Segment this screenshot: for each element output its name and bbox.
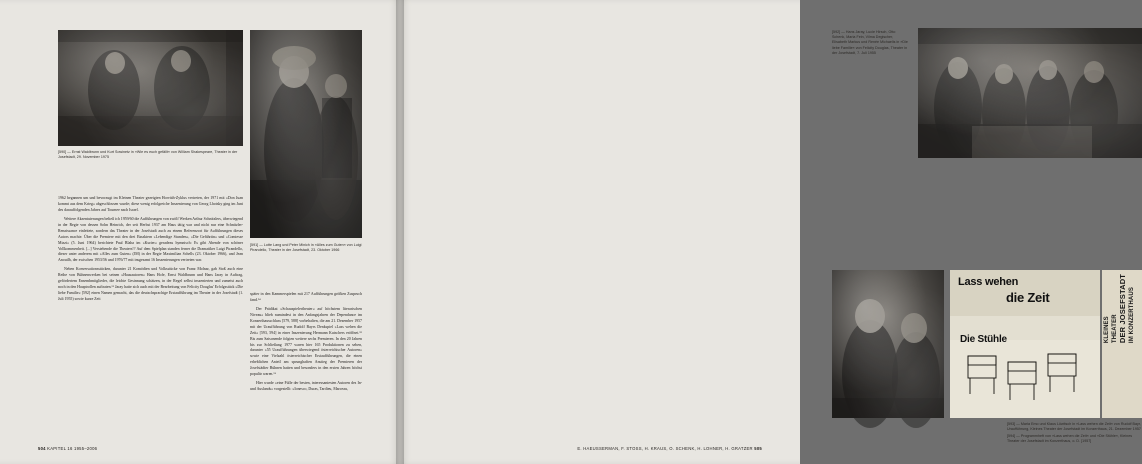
figure-caption-text-591: — Lotte Lang und Peter Minich in »Alles zum Guten« von Luigi Pirandello, Theater in der Josefstadt, 23. Oktober 1966: [250, 243, 362, 253]
poster-sidebar-line-1: KLEINES: [1104, 316, 1110, 344]
body-column-2: [250, 292, 362, 396]
figure-photo-592: [918, 28, 1142, 158]
figure-caption-text-590: — Ernst Waldbrunn und Kurt Sowinetz in »Wie es euch gefällt« von William Shakespeare, Theater in der Josefstadt, 29. November 1975: [58, 150, 238, 160]
page-left: [0, 0, 400, 464]
photo-593-art: [832, 270, 944, 418]
paragraph: später in den Kammerspielen mit 217 Aufführungen größten Zuspruch fand.⁹⁴: [250, 292, 362, 302]
figure-photo-593: [832, 270, 944, 418]
poster-line-2: die Zeit: [1006, 290, 1050, 305]
figure-caption-text-592: — Hans Jaray, Lucie Hirsch, Otto Schenk, Maria Fein, Vilma Degischer, Elisabeth Markus und Renée Michaelis in »Die liebe Familie« von Felicity Douglas, Theater in der Josefstadt, 7. Juli 1955: [832, 30, 908, 55]
running-head-authors: E. HAEUSSERMAN, F. STOSS, H. KRAUS, O. SCHENK, H. LOHNER, H. GRATZER: [577, 446, 753, 451]
folio-right: [577, 446, 762, 451]
figure-number-593: [593]: [1007, 422, 1016, 426]
page-number-right: 505: [754, 446, 762, 451]
poster-line-3: Die Stühle: [960, 334, 1007, 345]
poster-sidebar-line-2: THEATER: [1111, 314, 1118, 344]
paragraph: Hier wurde »eine Fülle der besten, interessantesten Autoren des In- und Auslands« vorgestellt: »Ionesco, Duras, Tardieu, Marceau,: [250, 381, 362, 392]
figure-caption-590: [58, 150, 243, 160]
figure-photo-591: [250, 30, 362, 238]
poster-sidebar-line-3: DER JOSEFSTADT: [1118, 274, 1128, 344]
figure-caption-text-594: — Programmheft von »Lass wehen die Zeit« und »Die Stühle«, Kleines Theater der Josefstadt im Konzerthaus, o. D. [1957]: [1007, 434, 1133, 444]
figure-caption-592: [832, 30, 908, 56]
paragraph: 1962 begannen um und bevorzugt im Kleinen Theater gezeigten Horváth-Zyklus vertreten, der 1971 mit »Don Juan kommt aus dem Krieg« abgeschlossen wurde; diese wenig erfolgreiche Inszenierung von Georg Lhotsky ging im Juni des darauffolgenden Jahres auf Tournee nach Israel.: [58, 196, 243, 212]
poster-sidebar-line-4: IM KONZERTHAUS: [1128, 287, 1135, 344]
page-right: [400, 0, 1141, 464]
figure-caption-593: [1007, 422, 1142, 432]
figure-number-590: [590]: [58, 150, 67, 154]
figure-photo-590: [58, 30, 243, 146]
paragraph: Der Prädikat »Schauspielertheater« auf höchstem literarischen Niveau« blieb numindest in den Anfangsjahren der Dependance im Konzerthausschluss [579, 588] vorbehalten, die am 21. Dezember 1957 mit der Uraufführung von Rudolf Bayrs Denkspiel »Lass wehen die Zeit« [593, 594] in einer Inszenierung Hermann Kutschers eröffnet.⁹⁵ Bis zum Saisonende folgten weitere sechs Premieren. In den 20 Jahren bis zur Schließung 1977 waren hier 165 Produktionen zu sehen, darunter »55 Uraufführungen überwiegend österreichischer Autoren« sowie eine Vielzahl österreichischer Erstaufführungen, die einen erheblichen Anteil am sprunghaften Anstieg der Premieren der Josefstädter Bühnen hatten und besonders in den ersten Jahren höchst populär waren.⁹⁶: [250, 306, 362, 377]
page-number-left: 504: [38, 446, 46, 451]
chapter-label: KAPITEL 16: [47, 446, 73, 451]
figure-number-591: [591]: [250, 243, 259, 247]
folio-left: [38, 446, 97, 451]
photo-591-art: [250, 30, 362, 238]
photo-592-art: [918, 28, 1142, 158]
chapter-years: 1955–2006: [74, 446, 98, 451]
body-columns-left: [58, 196, 243, 306]
body-columns-left-2: [250, 292, 362, 396]
poster-line-1: Lass wehen: [958, 276, 1019, 288]
figure-poster-594: [950, 270, 1100, 418]
photo-590-art: [58, 30, 243, 146]
figure-number-594: [594]: [1007, 434, 1016, 438]
figure-number-592: [592]: [832, 30, 841, 34]
paragraph: Neben Konversationsstücken, darunter 21 Komödien und Volksstücke von Franz Molnar, gab Stoß auch eine Reihe von Bühnenwerken bei seinen »Hausautoren« Hans Hofe, Ernst Waldbrunn und Hans Jaray in Auftrag, gefördertem Ensembmitglieder, die leichte Gesinnung schätzen, in der Regel selbst inszenierten und zumeist auch noch in den Hauptrollen auftraten.⁹³ Jaray hatte sich auch mit der Bearbeitung von Felicity Douglas' Erfolgsstück »Die liebe Familie« [592] einen Namen gemacht, das die deutschsprachige Erstaufführung im Theater in der Josefstadt (1. Juli 1955) sowie kurze Zeit: [58, 267, 243, 301]
body-column-1: [58, 196, 243, 306]
poster-594-sidebar: [1102, 270, 1142, 418]
figure-caption-591: [250, 243, 362, 253]
paragraph: Weitere Akzentuierungen beließ ich 1959/60 die Aufführungen von zwölf Werken Arthur Schnitzlers, überwiegend in der Regie von dessen Sohn Heinrich, der seit Herbst 1937 am Haus tätig war und nicht nur eine Schnitzler-Renaissance einleitete, sondern das Theater in der Josefstadt auch zu einem Referenzort für Aufführungen dieses Autors machte. Über die Premiere mit den drei Einaktern »Lebendige Stunden«, »Die Gefährtin« und »Comtesse Mizzi« (5. Juni 1964) berichtete Paul Blaha im »Kurier« geradezu hymnisch: Es gibt Abende von schöner Vollkommenheit. [...] Verstehende die Theaters!? Auf dem Spielplan standen ferner die Dramatiker Luigi Pirandello, dieser unter anderem mit »Alles zum Guten« (JM) in der Regie Maximilian Schells (23. Oktober 1966), und Jean Anouilh, der zwischen 1953/56 und 1976/77 mit insgesamt 16 Inszenierungen vertreten war.: [58, 216, 243, 263]
figure-caption-text-593: — Maria Emo und Klaus Löwitsch in »Lass wehen die Zeit« von Rudolf Bayr, Uraufführung, Kleines Theater der Josefstadt im Konzerthaus, 21. Dezember 1957: [1007, 422, 1141, 432]
figure-caption-594: [1007, 434, 1142, 444]
